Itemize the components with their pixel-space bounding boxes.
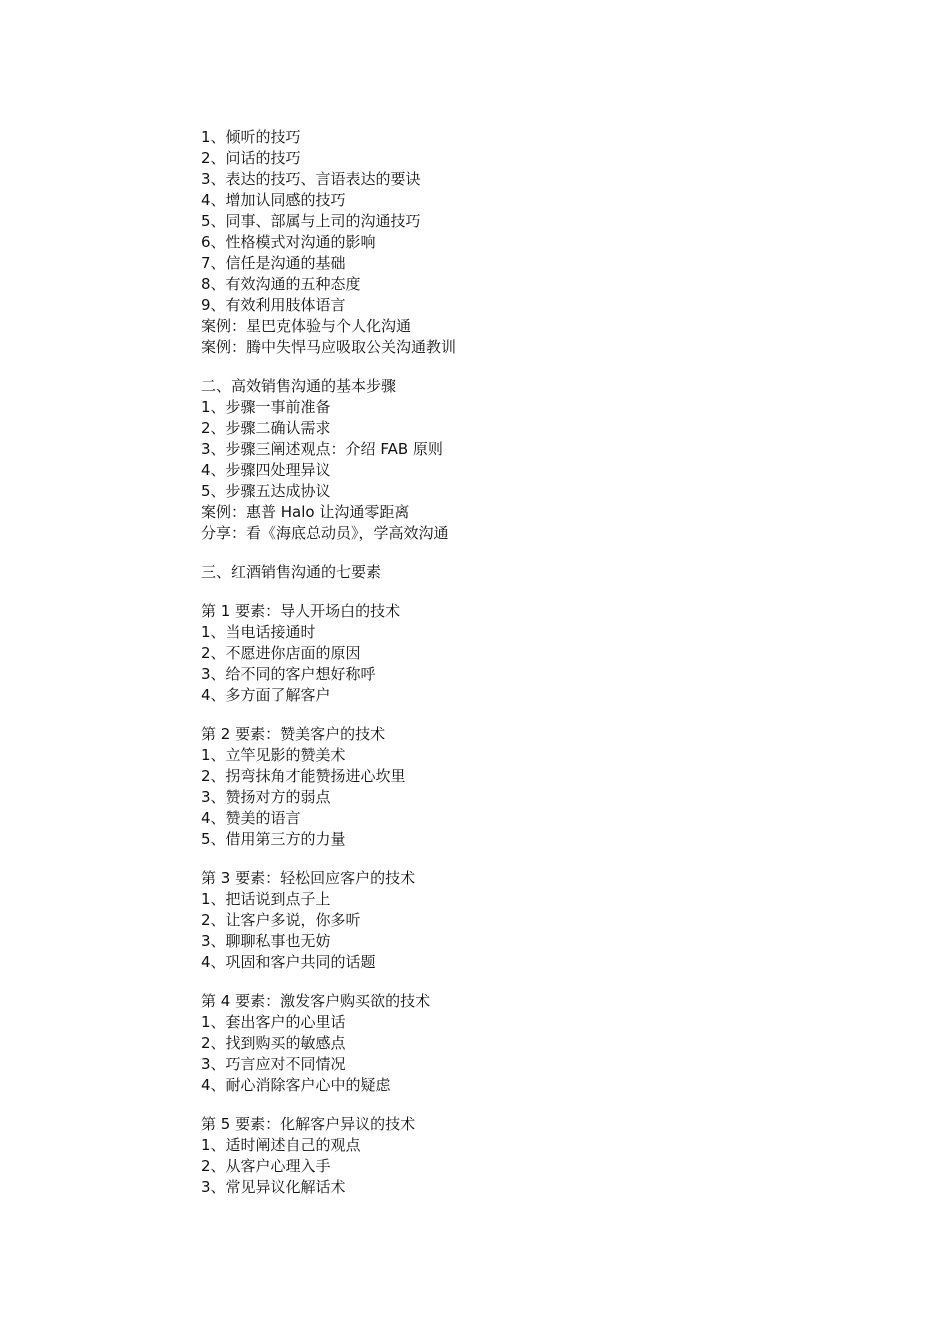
text-line: 5、同事、部属与上司的沟通技巧 xyxy=(201,212,421,230)
text-line: 2、问话的技巧 xyxy=(201,149,301,167)
text-line: 案例：星巴克体验与个人化沟通 xyxy=(201,317,412,335)
text-line: 4、耐心消除客户心中的疑虑 xyxy=(201,1076,391,1094)
text-line: 4、多方面了解客户 xyxy=(201,686,331,704)
text-line: 5、步骤五达成协议 xyxy=(201,482,331,500)
text-line: 第 1 要素：导人开场白的技术 xyxy=(201,602,401,620)
paragraph-gap xyxy=(201,850,901,868)
text-line: 4、步骤四处理异议 xyxy=(201,461,331,479)
text-line: 3、聊聊私事也无妨 xyxy=(201,932,331,950)
text-line: 3、常见异议化解话术 xyxy=(201,1178,346,1196)
text-line: 1、倾听的技巧 xyxy=(201,128,301,146)
text-line: 8、有效沟通的五种态度 xyxy=(201,275,361,293)
text-line: 1、把话说到点子上 xyxy=(201,890,331,908)
text-line: 2、拐弯抹角才能赞扬进心坎里 xyxy=(201,767,406,785)
text-line: 案例：腾中失悍马应吸取公关沟通教训 xyxy=(201,338,457,356)
text-line: 3、给不同的客户想好称呼 xyxy=(201,665,376,683)
paragraph-gap xyxy=(201,583,901,601)
text-line: 4、赞美的语言 xyxy=(201,809,301,827)
text-line: 2、找到购买的敏感点 xyxy=(201,1034,346,1052)
text-line: 2、让客户多说，你多听 xyxy=(201,911,361,929)
text-line: 3、赞扬对方的弱点 xyxy=(201,788,331,806)
text-line: 5、借用第三方的力量 xyxy=(201,830,346,848)
text-line: 案例：惠普 Halo 让沟通零距离 xyxy=(201,503,410,521)
text-line: 第 5 要素：化解客户异议的技术 xyxy=(201,1115,416,1133)
text-line: 1、步骤一事前准备 xyxy=(201,398,331,416)
text-line: 3、步骤三阐述观点：介绍 FAB 原则 xyxy=(201,440,443,458)
paragraph-gap xyxy=(201,706,901,724)
text-line: 2、不愿进你店面的原因 xyxy=(201,644,361,662)
text-line: 二、高效销售沟通的基本步骤 xyxy=(201,377,397,395)
text-line: 三、红酒销售沟通的七要素 xyxy=(201,563,382,581)
text-line: 1、套出客户的心里话 xyxy=(201,1013,346,1031)
text-line: 2、从客户心理入手 xyxy=(201,1157,331,1175)
text-line: 1、立竿见影的赞美术 xyxy=(201,746,346,764)
paragraph-gap xyxy=(201,544,901,562)
text-line: 4、增加认同感的技巧 xyxy=(201,191,346,209)
text-line: 第 4 要素：激发客户购买欲的技术 xyxy=(201,992,431,1010)
text-line: 6、性格模式对沟通的影响 xyxy=(201,233,376,251)
text-line: 3、表达的技巧、言语表达的要诀 xyxy=(201,170,421,188)
paragraph-gap xyxy=(201,358,901,376)
text-line: 3、巧言应对不同情况 xyxy=(201,1055,346,1073)
text-line: 7、信任是沟通的基础 xyxy=(201,254,346,272)
text-line: 分享：看《海底总动员》，学高效沟通 xyxy=(201,524,449,542)
text-line: 9、有效利用肢体语言 xyxy=(201,296,346,314)
text-line: 1、适时阐述自己的观点 xyxy=(201,1136,361,1154)
text-line: 第 3 要素：轻松回应客户的技术 xyxy=(201,869,416,887)
paragraph-gap xyxy=(201,973,901,991)
text-line: 1、当电话接通时 xyxy=(201,623,316,641)
text-line: 第 2 要素：赞美客户的技术 xyxy=(201,725,386,743)
document-body xyxy=(201,127,901,1198)
paragraph-gap xyxy=(201,1096,901,1114)
text-line: 4、巩固和客户共同的话题 xyxy=(201,953,376,971)
text-line: 2、步骤二确认需求 xyxy=(201,419,331,437)
